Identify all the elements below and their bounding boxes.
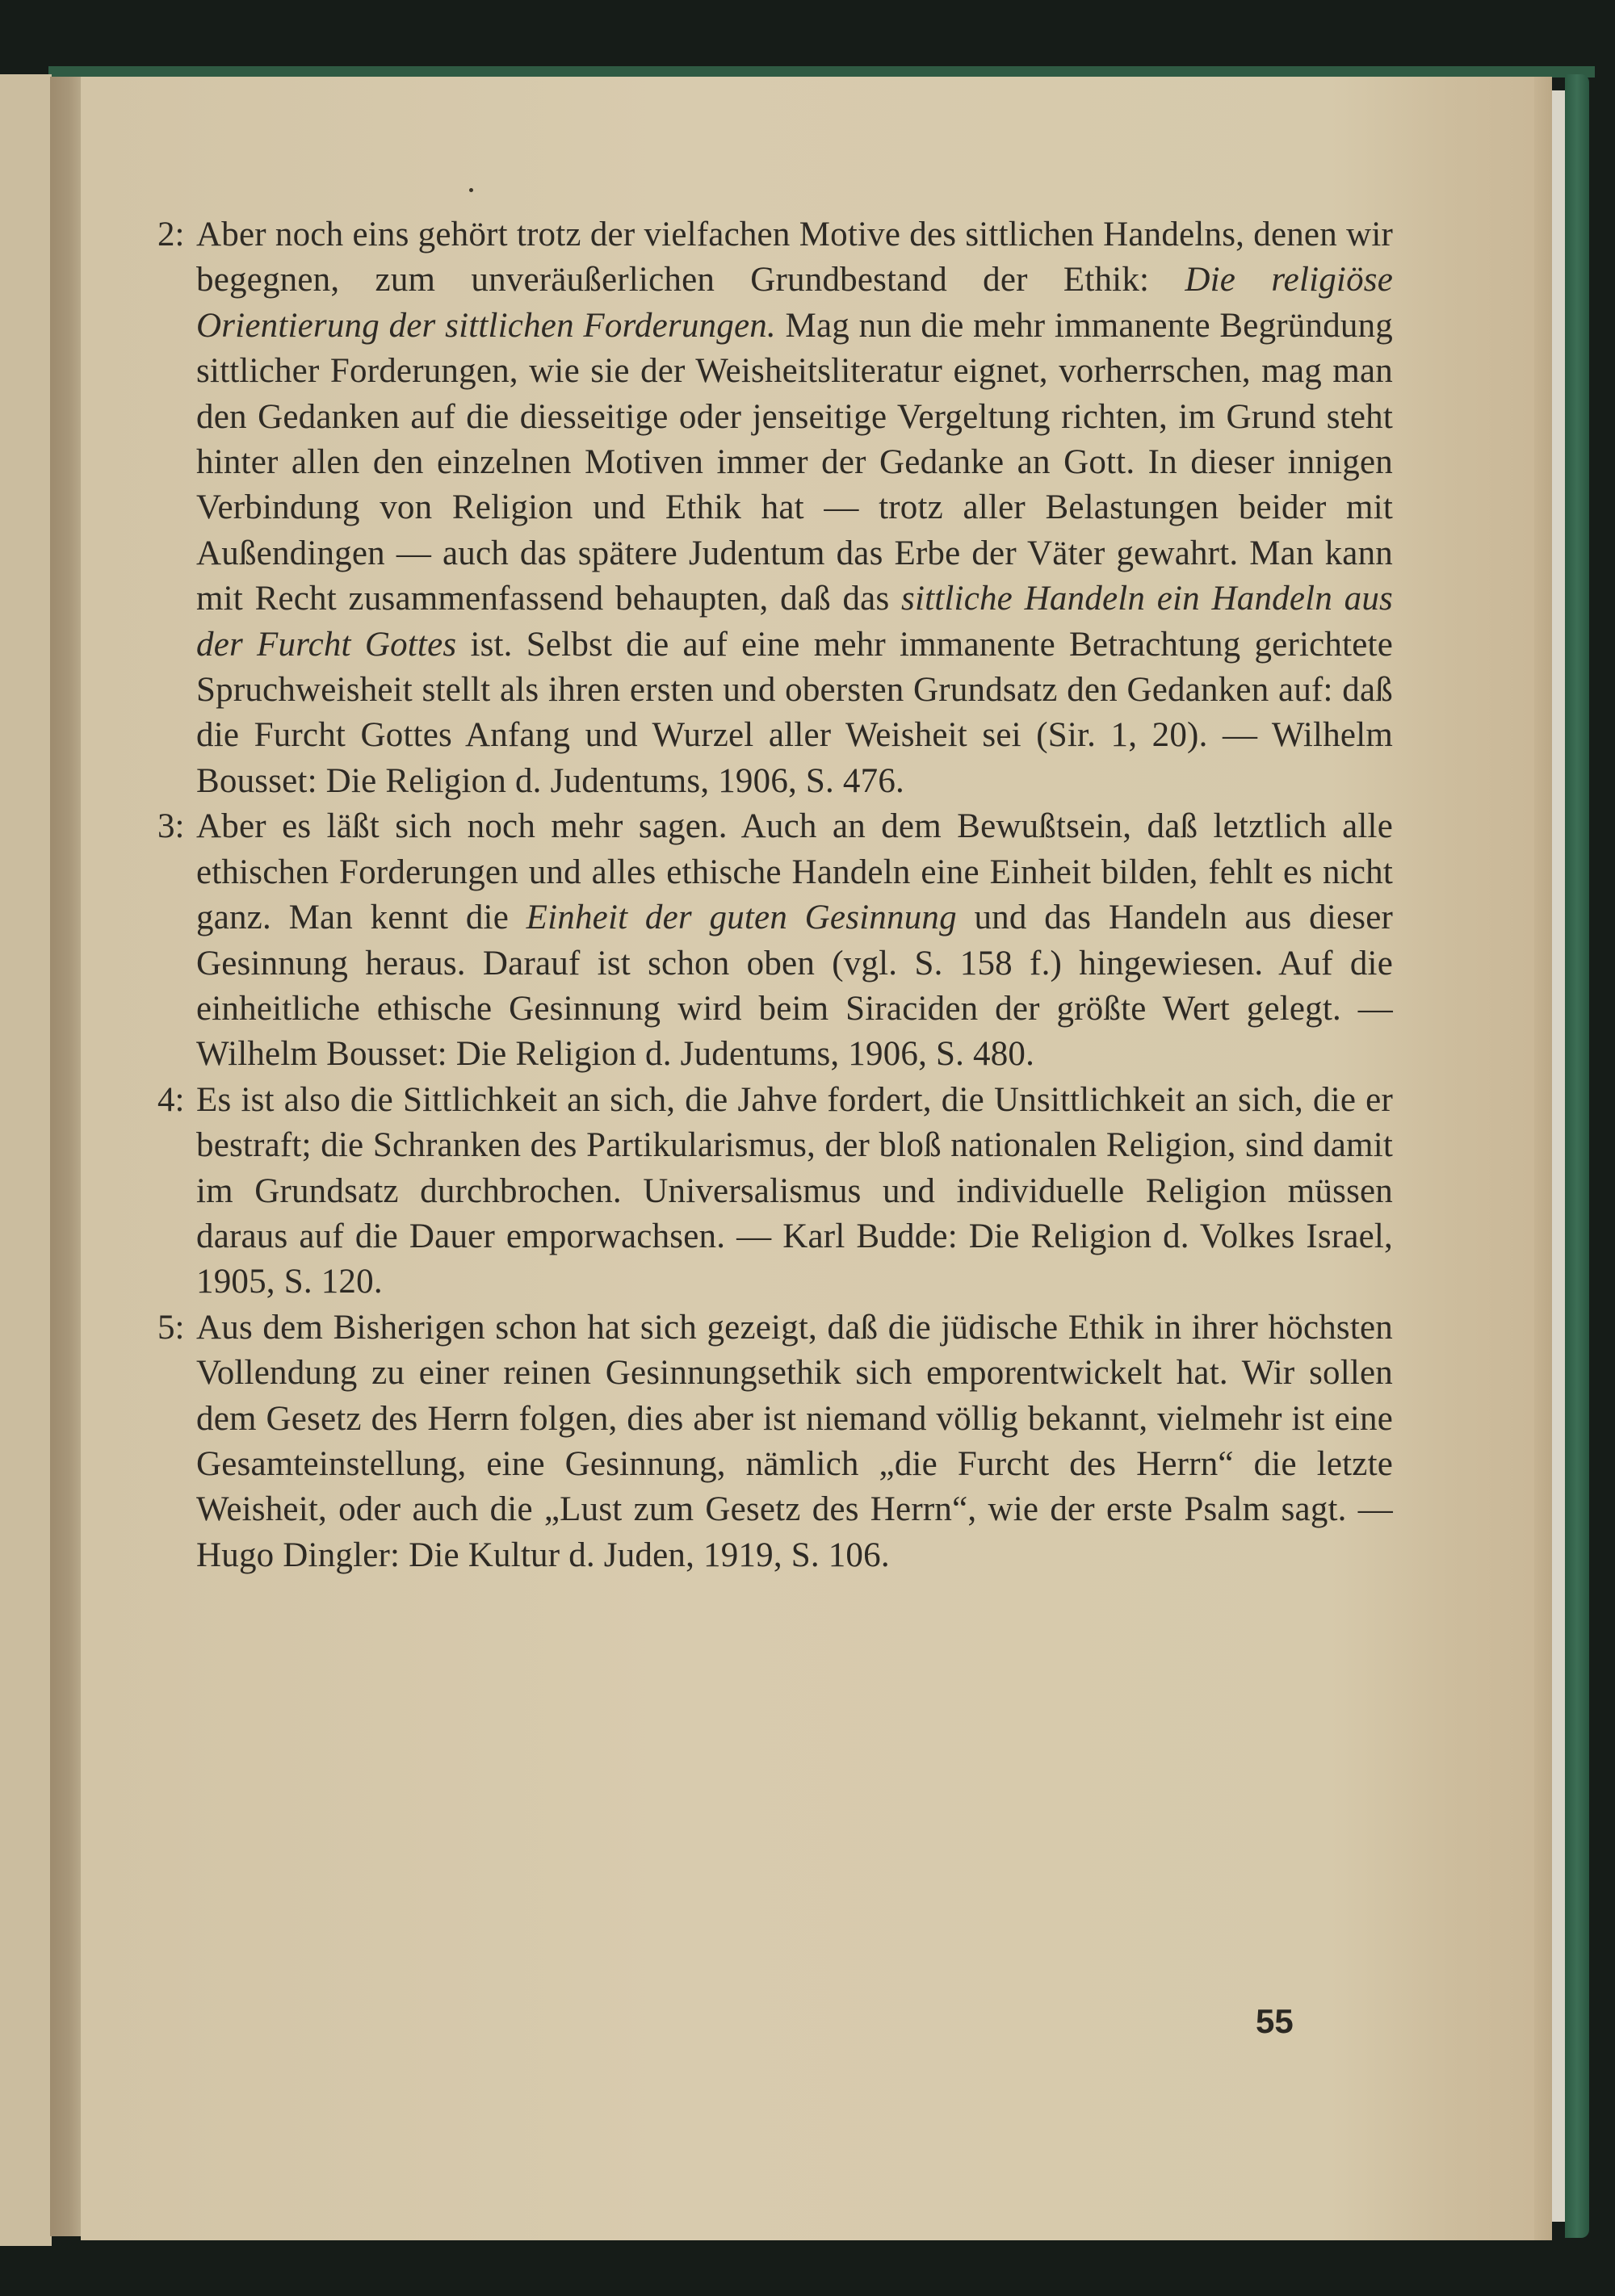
text-segment: und das Handeln aus dieser Gesinnung heraus. Darauf ist schon oben (vgl. S. 158 f.) hingewiesen. Auf die einheitliche ethische Gesinnung wird beim Siraciden der größte Wert gelegt. — Wilhelm Bousset: Die Religion d. Judentums, 1906, S. 480. <box>196 899 1393 1074</box>
text-segment: Aber es läßt sich noch mehr sagen. Auch an dem Bewußtsein, daß letztlich alle ethischen Forderungen und alles ethische Handeln eine Einheit bilden, fehlt es nicht ganz. Man kennt die <box>196 807 1393 937</box>
text-segment: ist. Selbst die auf eine mehr immanente Betrachtung gerichtete Spruchweisheit stellt als ihren ersten und obersten Grundsatz den Gedanken auf: daß die Furcht Gottes Anfang und Wurzel aller Weisheit sei (Sir. 1, 20). — Wilhelm Bousset: Die Religion d. Judentums, 1906, S. 476. <box>196 625 1393 800</box>
text-segment: Aber noch eins gehört trotz der vielfachen Motive des sittlichen Handelns, denen wir begegnen, zum unveräußerlichen Grundbestand der Ethik: <box>196 216 1393 300</box>
book-page <box>81 77 1552 2240</box>
footnote-number: 2: <box>157 216 185 253</box>
footnotes-block <box>157 212 1393 1578</box>
footnote-2 <box>157 212 1393 804</box>
footnote-number: 3: <box>157 807 185 846</box>
footnote-3 <box>157 804 1393 1077</box>
page-stack-edge <box>1552 90 1565 2222</box>
italic-text-segment: Einheit der guten Gesinnung <box>526 899 957 937</box>
footnote-4 <box>157 1078 1393 1305</box>
book-cover-top-edge <box>48 66 1595 78</box>
italic-text-segment: Die religiöse Orientierung der sittlichen Forderungen. <box>196 261 1394 345</box>
text-segment: Es ist also die Sittlichkeit an sich, die Jahve fordert, die Unsittlichkeit an sich, die er bestraft; die Schranken des Partikularismus, der bloß nationalen Religion, sind damit im Grundsatz durchbrochen. Universalismus und individuelle Religion müssen daraus auf die Dauer emporwachsen. — Karl Budde: Die Religion d. Volkes Israel, 1905, S. 120. <box>196 1080 1393 1301</box>
footnote-text <box>196 1305 1393 1578</box>
text-segment: Aus dem Bisherigen schon hat sich gezeigt, daß die jüdische Ethik in ihrer höchsten Vollendung zu einer reinen Gesinnungsethik sich emporentwickelt hat. Wir sollen dem Gesetz des Herrn folgen, dies aber ist niemand völlig bekannt, vielmehr ist eine Gesamteinstellung, eine Gesinnung, nämlich „die Furcht des Herrn“ die letzte Weisheit, oder auch die „Lust zum Gesetz des Herrn“, wie der erste Psalm sagt. — Hugo Dingler: Die Kultur d. Juden, 1919, S. 106. <box>196 1308 1393 1574</box>
paper-speck <box>469 188 473 192</box>
footnote-number: 5: <box>157 1308 185 1347</box>
page-number: 55 <box>1256 2002 1294 2040</box>
footnote-text <box>196 804 1393 1077</box>
footnote-text <box>196 1078 1393 1305</box>
previous-page-strip <box>0 74 52 2246</box>
footnote-text <box>196 212 1393 804</box>
italic-text-segment: sittliche Handeln ein Handeln aus der Furcht Gottes <box>196 580 1393 664</box>
page-fore-edge-shading <box>1534 77 1552 2240</box>
footnote-5 <box>157 1305 1393 1578</box>
text-segment: Mag nun die mehr immanente Begründung sittlicher Forderungen, wie sie der Weisheitsliteratur eignet, vorherrschen, mag man den Gedanken auf die diesseitige oder jenseitige Vergeltung richten, im Grund steht hinter allen den einzelnen Motiven immer der Gedanke an Gott. In dieser innigen Verbindung von Religion und Ethik hat — trotz aller Belastungen beider mit Außendingen — auch das spätere Judentum das Erbe der Väter gewahrt. Man kann mit Recht zusammenfassend behaupten, daß das <box>196 306 1393 618</box>
book-gutter-shadow <box>50 77 82 2236</box>
book-cover-right-edge <box>1565 74 1589 2238</box>
footnote-number: 4: <box>157 1080 185 1119</box>
